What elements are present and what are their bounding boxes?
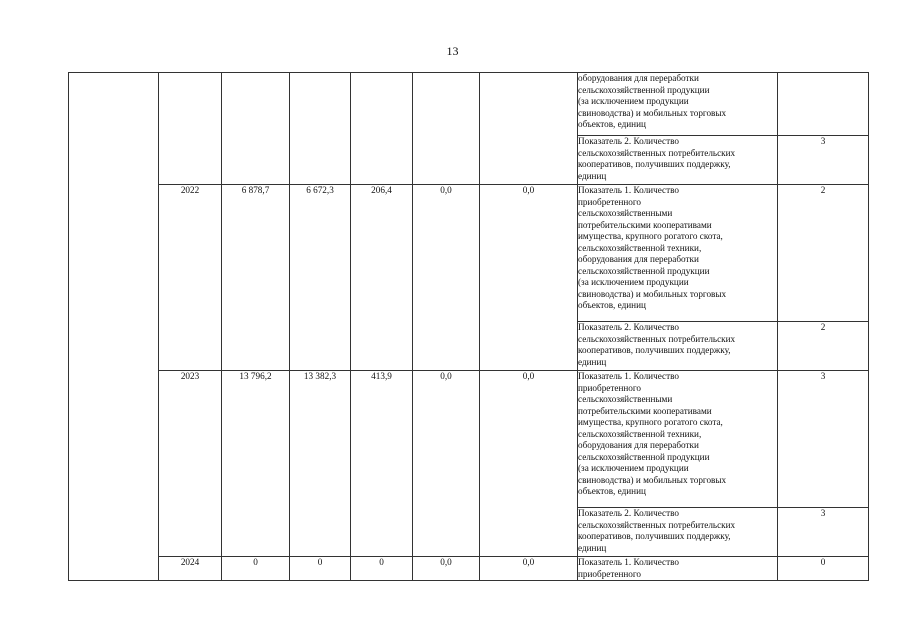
indicator-value-cell: 2 [778, 322, 869, 371]
indicator-line: Показатель 2. Количество [578, 508, 679, 518]
budget-cell: 206,4 [351, 185, 413, 371]
budget-cell [351, 73, 413, 185]
indicator-line: сельскохозяйственной продукции [578, 451, 710, 462]
program-name-cell [69, 73, 159, 581]
table-row [69, 371, 869, 508]
indicator-line: оборудования для переработки [578, 254, 699, 264]
indicator-line: приобретенного [578, 382, 642, 393]
indicator-line: приобретенного [578, 196, 642, 207]
indicator-text-cell [578, 73, 778, 136]
indicator-line: свиноводства) и мобильных торговых [578, 474, 727, 485]
page-number: 13 [446, 44, 459, 58]
budget-cell: 0,0 [413, 557, 480, 581]
indicator-line: объектов, единиц [578, 486, 646, 496]
year-cell: 2023 [159, 371, 222, 557]
indicator-value-cell: 2 [778, 185, 869, 322]
indicator-line: свиноводства) и мобильных торговых [578, 288, 727, 299]
indicator-line: сельскохозяйственных потребительских [578, 519, 736, 530]
indicator-line: объектов, единиц [578, 119, 646, 129]
budget-cell: 0,0 [413, 185, 480, 371]
indicator-line: Показатель 2. Количество [578, 322, 679, 332]
indicator-line: сельскохозяйственной техники, [578, 242, 702, 253]
budget-cell: 0,0 [480, 185, 578, 371]
indicator-line: сельскохозяйственных потребительских [578, 333, 736, 344]
total-cell [222, 73, 290, 185]
budget-cell: 0 [290, 557, 351, 581]
total-cell: 0 [222, 557, 290, 581]
budget-cell: 0,0 [480, 557, 578, 581]
indicator-text-cell [578, 557, 778, 581]
year-cell: 2024 [159, 557, 222, 581]
budget-cell: 0,0 [413, 371, 480, 557]
indicator-text-cell [578, 508, 778, 557]
indicator-line: оборудования для переработки [578, 73, 699, 83]
indicator-line: кооперативов, получивших поддержку, [578, 345, 731, 355]
table-row [69, 557, 869, 581]
indicator-text-cell [578, 185, 778, 322]
indicator-value-cell: 3 [778, 371, 869, 508]
total-cell: 13 796,2 [222, 371, 290, 557]
indicator-line: кооперативов, получивших поддержку, [578, 531, 731, 541]
indicator-line: (за исключением продукции [578, 96, 689, 106]
indicator-line: Показатель 1. Количество [578, 557, 679, 567]
budget-cell: 0 [351, 557, 413, 581]
indicator-value-cell: 3 [778, 508, 869, 557]
year-cell [159, 73, 222, 185]
year-cell: 2022 [159, 185, 222, 371]
indicator-value-cell: 0 [778, 557, 869, 581]
budget-cell: 413,9 [351, 371, 413, 557]
indicator-value-cell [778, 73, 869, 136]
budget-cell [413, 73, 480, 185]
indicator-line: сельскохозяйственными [578, 208, 673, 218]
indicator-line: имущества, крупного рогатого скота, [578, 231, 723, 241]
indicator-text-cell [578, 136, 778, 185]
budget-cell: 0,0 [480, 371, 578, 557]
total-cell: 6 878,7 [222, 185, 290, 371]
indicator-line: Показатель 2. Количество [578, 136, 679, 146]
budget-cell [290, 73, 351, 185]
indicator-line: Показатель 1. Количество [578, 185, 679, 195]
table-row [69, 185, 869, 322]
indicator-line: (за исключением продукции [578, 463, 689, 473]
indicator-line: потребительскими кооперативами [578, 405, 712, 416]
indicator-line: Показатель 1. Количество [578, 371, 679, 381]
indicator-line: (за исключением продукции [578, 277, 689, 287]
indicator-line: свиноводства) и мобильных торговых [578, 107, 727, 118]
indicator-line: сельскохозяйственной продукции [578, 265, 710, 276]
indicator-line: единиц [578, 542, 607, 553]
budget-cell: 13 382,3 [290, 371, 351, 557]
budget-cell [480, 73, 578, 185]
program-indicators-table [68, 72, 869, 581]
indicator-line: единиц [578, 170, 607, 181]
budget-cell: 6 672,3 [290, 185, 351, 371]
indicator-text-cell [578, 322, 778, 371]
indicator-value-cell: 3 [778, 136, 869, 185]
indicator-line: объектов, единиц [578, 300, 646, 310]
table-row [69, 73, 869, 136]
indicator-line: потребительскими кооперативами [578, 219, 712, 230]
indicator-line: имущества, крупного рогатого скота, [578, 417, 723, 427]
indicator-line: единиц [578, 356, 607, 367]
indicator-line: сельскохозяйственной продукции [578, 84, 710, 95]
indicator-line: оборудования для переработки [578, 440, 699, 450]
indicator-line: сельскохозяйственными [578, 394, 673, 404]
indicator-line: сельскохозяйственных потребительских [578, 147, 736, 158]
indicator-line: сельскохозяйственной техники, [578, 428, 702, 439]
indicator-line: кооперативов, получивших поддержку, [578, 159, 731, 169]
indicator-line: приобретенного [578, 568, 642, 579]
indicator-text-cell [578, 371, 778, 508]
